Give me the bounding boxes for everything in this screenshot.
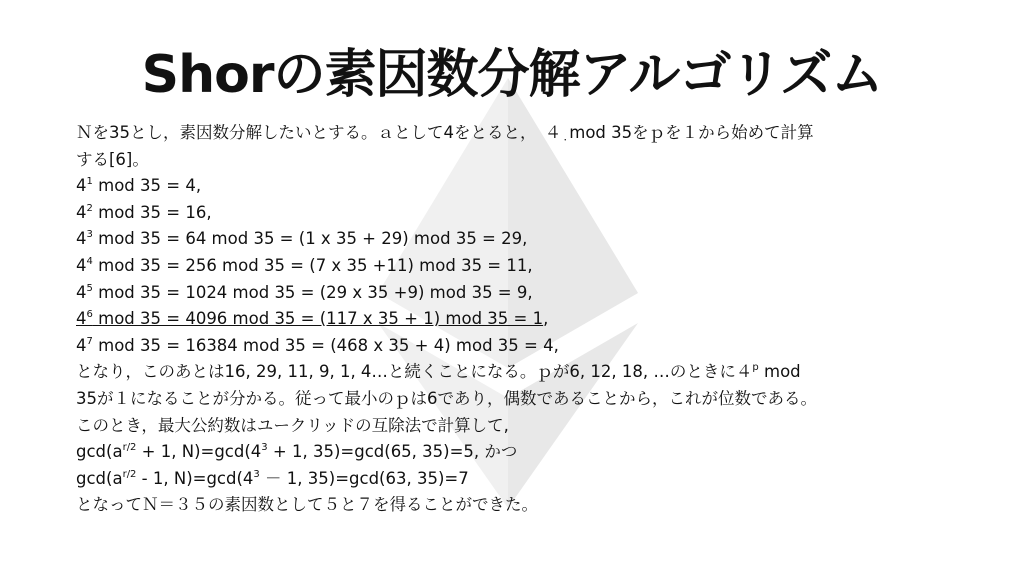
- sequence-line: となり，このあとは16, 29, 11, 9, 1, 4…と続くことになる。ｐが6, 12, 18, …のときに４$^p$ mod: [76, 362, 801, 382]
- gcd-minus-line: $\gcd(a^{r/2} - 1$, $N)=\gcd(4^3 - 1$, 35)=gcd(63, 35)=7: [76, 468, 469, 488]
- power-line-2: $4^2$ mod 35 = 16,: [76, 202, 212, 222]
- power-line-4: $4^4$ mod 35 = 256 mod 35 = (7 x 35 +11) mod 35 = 11,: [76, 255, 533, 275]
- page-title: Shorの素因数分解アルゴリズム: [141, 45, 883, 105]
- intro-line-2: する[6]。: [76, 149, 149, 169]
- intro-line-1: Ｎを35とし，素因数分解したいとする。ａとして4をとると， $4_・mod$ 35をｐを１から始めて計算: [76, 123, 814, 145]
- order-line: 35が１になることが分かる。従って最小のｐは6であり，偶数であることから，これが位数である。: [76, 388, 817, 408]
- power-line-1: $4^1$ mod 35 = 4,: [76, 176, 202, 196]
- power-line-3: $4^3$ mod 35 = 64 mod 35 = (1 x 35 + 29) mod 35 = 29,: [76, 229, 528, 249]
- power-line-7: $4^7$ mod 35 = 16384 mod 35 = (468 x 35 + 4) mod 35 = 4,: [76, 335, 559, 355]
- power-line-6-highlighted: $4^6$ mod 35 = 4096 mod 35 = (117 x 35 + 1) mod 35 = 1,: [76, 309, 549, 329]
- body-text: [76, 120, 976, 519]
- gcd-intro-line: このとき，最大公約数はユークリッドの互除法で計算して,: [76, 415, 509, 435]
- conclusion-line: となってＮ＝３５の素因数として５と７を得ることができた。: [76, 495, 538, 515]
- power-line-5: $4^5$ mod 35 = 1024 mod 35 = (29 x 35 +9) mod 35 = 9,: [76, 282, 533, 302]
- gcd-plus-line: $\gcd(a^{r/2} + 1$, $N)=\gcd(4^3 + 1$, 35)=gcd(65, 35)=5, かつ: [76, 442, 518, 462]
